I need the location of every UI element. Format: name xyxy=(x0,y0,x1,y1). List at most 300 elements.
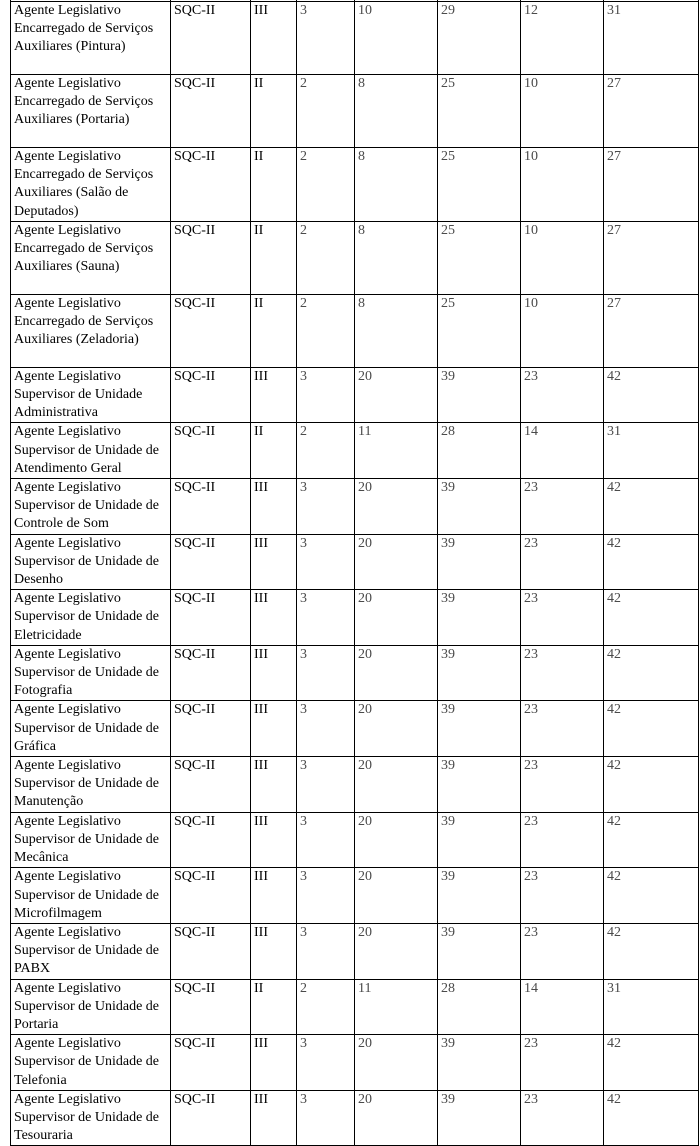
cell-text: 42 xyxy=(607,646,621,662)
cell-referencia-final xyxy=(438,590,521,646)
cell-grau xyxy=(297,868,355,924)
cell-grau xyxy=(297,367,355,423)
cell-referencia-final xyxy=(438,294,521,367)
cell-text: 39 xyxy=(441,480,455,496)
cell-nivel-inicial xyxy=(521,75,604,148)
cell-cargo xyxy=(11,534,171,590)
cell-text: III xyxy=(254,646,268,662)
cell-text: II xyxy=(254,76,264,91)
cell-text: Agente Legislativo Supervisor de Unidade de Portaria xyxy=(14,980,160,1032)
cell-text: 23 xyxy=(524,813,538,829)
cell-text: 11 xyxy=(358,424,372,440)
cell-text: 27 xyxy=(607,76,621,91)
cell-text: III xyxy=(254,869,268,885)
cell-nivel-final xyxy=(604,868,699,924)
cell-text: 25 xyxy=(441,295,455,311)
cell-text: Agente Legislativo Supervisor de Unidade de Eletricidade xyxy=(14,591,160,643)
cell-text: 42 xyxy=(607,758,621,774)
cell-text: III xyxy=(254,702,268,718)
cell-text: 14 xyxy=(524,980,538,996)
cell-grau xyxy=(297,645,355,701)
cell-text: II xyxy=(254,222,264,238)
cell-quadro xyxy=(171,1090,251,1146)
cell-text: 20 xyxy=(358,646,372,662)
cell-text: 20 xyxy=(358,535,372,551)
cell-text: 27 xyxy=(607,149,621,164)
cell-text: Agente Legislativo Encarregado de Serviços Auxiliares (Pintura) xyxy=(14,3,154,55)
cell-cargo xyxy=(11,812,171,868)
cell-quadro xyxy=(171,701,251,757)
cell-referencia-inicial xyxy=(355,757,438,813)
cell-tabela xyxy=(251,590,297,646)
cell-text: SQC-II xyxy=(174,924,216,940)
cell-text: Agente Legislativo Encarregado de Serviços Auxiliares (Zeladoria) xyxy=(14,295,154,348)
cell-text: 39 xyxy=(441,368,455,384)
cell-referencia-inicial xyxy=(355,2,438,75)
cell-text: 2 xyxy=(300,149,307,164)
table-row xyxy=(11,979,699,1035)
cell-tabela xyxy=(251,479,297,535)
cell-referencia-inicial xyxy=(355,534,438,590)
cell-grau xyxy=(297,479,355,535)
cell-text: 23 xyxy=(524,480,538,496)
cell-text: 20 xyxy=(358,368,372,384)
cell-text: 42 xyxy=(607,591,621,607)
cell-quadro xyxy=(171,590,251,646)
cell-cargo xyxy=(11,479,171,535)
cell-text: 3 xyxy=(300,1091,307,1107)
cell-text: 39 xyxy=(441,646,455,662)
cell-quadro xyxy=(171,979,251,1035)
cell-tabela xyxy=(251,534,297,590)
cell-text: 23 xyxy=(524,702,538,718)
cell-grau xyxy=(297,701,355,757)
cell-referencia-final xyxy=(438,2,521,75)
cell-text: Agente Legislativo Supervisor de Unidade de Gráfica xyxy=(14,702,160,754)
cell-text: 10 xyxy=(524,149,538,164)
cell-grau xyxy=(297,1035,355,1091)
cell-text: 14 xyxy=(524,424,538,440)
cell-cargo xyxy=(11,701,171,757)
cell-text: III xyxy=(254,1036,268,1052)
cell-text: 39 xyxy=(441,869,455,885)
cell-text: 8 xyxy=(358,222,365,238)
cell-cargo xyxy=(11,757,171,813)
cell-text: SQC-II xyxy=(174,480,216,496)
cell-text: II xyxy=(254,980,264,996)
cell-grau xyxy=(297,2,355,75)
cell-text: 2 xyxy=(300,424,307,440)
cell-text: III xyxy=(254,591,268,607)
cell-text: 31 xyxy=(607,3,621,18)
cell-text: 39 xyxy=(441,1036,455,1052)
cell-text: 23 xyxy=(524,869,538,885)
cell-grau xyxy=(297,757,355,813)
cell-text: 20 xyxy=(358,924,372,940)
cell-grau xyxy=(297,423,355,479)
cell-tabela xyxy=(251,148,297,222)
cell-text: III xyxy=(254,535,268,551)
cell-quadro xyxy=(171,812,251,868)
cell-text: 42 xyxy=(607,535,621,551)
cell-nivel-final xyxy=(604,1035,699,1091)
cell-tabela xyxy=(251,367,297,423)
cell-quadro xyxy=(171,2,251,75)
cell-nivel-final xyxy=(604,148,699,222)
cell-referencia-inicial xyxy=(355,868,438,924)
cell-text: SQC-II xyxy=(174,295,216,311)
cell-nivel-inicial xyxy=(521,479,604,535)
cell-quadro xyxy=(171,75,251,148)
cell-grau xyxy=(297,590,355,646)
cell-text: SQC-II xyxy=(174,758,216,774)
cell-text: SQC-II xyxy=(174,869,216,885)
cell-referencia-inicial xyxy=(355,294,438,367)
cell-referencia-inicial xyxy=(355,1090,438,1146)
cell-text: 39 xyxy=(441,924,455,940)
cell-text: 8 xyxy=(358,149,365,164)
cell-referencia-final xyxy=(438,367,521,423)
cell-quadro xyxy=(171,423,251,479)
cell-text: III xyxy=(254,813,268,829)
cell-grau xyxy=(297,812,355,868)
cell-text: 3 xyxy=(300,1036,307,1052)
cell-nivel-final xyxy=(604,75,699,148)
cell-cargo xyxy=(11,645,171,701)
cell-referencia-final xyxy=(438,923,521,979)
cell-text: III xyxy=(254,924,268,940)
cell-quadro xyxy=(171,479,251,535)
cell-cargo xyxy=(11,868,171,924)
table-row xyxy=(11,479,699,535)
cell-text: 42 xyxy=(607,1091,621,1107)
cell-text: Agente Legislativo Supervisor de Unidade de Atendimento Geral xyxy=(14,424,160,476)
cell-nivel-inicial xyxy=(521,294,604,367)
cell-text: 39 xyxy=(441,813,455,829)
table-row xyxy=(11,645,699,701)
cell-nivel-inicial xyxy=(521,367,604,423)
cell-text: 3 xyxy=(300,535,307,551)
cell-text: 10 xyxy=(358,3,372,18)
cell-text: 3 xyxy=(300,702,307,718)
cell-text: Agente Legislativo Supervisor de Unidade de Manutenção xyxy=(14,758,160,810)
cell-nivel-final xyxy=(604,757,699,813)
cell-nivel-final xyxy=(604,221,699,294)
cell-cargo xyxy=(11,590,171,646)
cell-text: III xyxy=(254,3,268,18)
cell-text: 23 xyxy=(524,758,538,774)
cell-tabela xyxy=(251,757,297,813)
table-row xyxy=(11,1035,699,1091)
cell-nivel-inicial xyxy=(521,1090,604,1146)
cell-text: II xyxy=(254,295,264,311)
cell-nivel-final xyxy=(604,590,699,646)
cell-cargo xyxy=(11,2,171,75)
cell-nivel-inicial xyxy=(521,923,604,979)
table-row xyxy=(11,367,699,423)
cell-text: 25 xyxy=(441,222,455,238)
cell-nivel-inicial xyxy=(521,645,604,701)
table-body xyxy=(11,0,699,1146)
cell-nivel-final xyxy=(604,645,699,701)
cell-quadro xyxy=(171,1035,251,1091)
cell-text: Agente Legislativo Supervisor de Unidade de Desenho xyxy=(14,535,160,588)
cell-quadro xyxy=(171,645,251,701)
cell-nivel-final xyxy=(604,479,699,535)
cell-nivel-inicial xyxy=(521,221,604,294)
cell-grau xyxy=(297,1090,355,1146)
cell-nivel-final xyxy=(604,294,699,367)
cell-text: SQC-II xyxy=(174,535,216,551)
cell-text: SQC-II xyxy=(174,222,216,238)
cell-cargo xyxy=(11,1090,171,1146)
cell-text: SQC-II xyxy=(174,424,216,440)
cell-quadro xyxy=(171,148,251,222)
cell-text: SQC-II xyxy=(174,368,216,384)
table-row xyxy=(11,590,699,646)
cell-quadro xyxy=(171,923,251,979)
cell-nivel-final xyxy=(604,1090,699,1146)
cell-referencia-final xyxy=(438,75,521,148)
cell-nivel-inicial xyxy=(521,979,604,1035)
cell-text: 3 xyxy=(300,813,307,829)
cell-text: 23 xyxy=(524,646,538,662)
table-row xyxy=(11,148,699,222)
cell-text: 8 xyxy=(358,295,365,311)
cell-tabela xyxy=(251,1090,297,1146)
cell-referencia-inicial xyxy=(355,645,438,701)
cell-quadro xyxy=(171,221,251,294)
cell-text: 20 xyxy=(358,869,372,885)
cell-text: 23 xyxy=(524,591,538,607)
cell-cargo xyxy=(11,75,171,148)
cell-tabela xyxy=(251,2,297,75)
table-row xyxy=(11,294,699,367)
cell-tabela xyxy=(251,221,297,294)
cell-referencia-final xyxy=(438,1090,521,1146)
cell-grau xyxy=(297,75,355,148)
cell-text: Agente Legislativo Encarregado de Serviços Auxiliares (Salão de Deputados) xyxy=(14,149,154,219)
cell-text: 2 xyxy=(300,222,307,238)
cell-text: Agente Legislativo Supervisor de Unidade de Fotografia xyxy=(14,646,160,699)
cell-text: 39 xyxy=(441,1091,455,1107)
table-row xyxy=(11,701,699,757)
cell-text: SQC-II xyxy=(174,3,216,18)
cargos-table xyxy=(10,0,699,1146)
cell-text: SQC-II xyxy=(174,591,216,607)
cell-nivel-final xyxy=(604,534,699,590)
cell-text: SQC-II xyxy=(174,76,216,91)
table-row xyxy=(11,812,699,868)
cell-text: 42 xyxy=(607,480,621,496)
cell-text: Agente Legislativo Supervisor de Unidade de PABX xyxy=(14,924,160,977)
cell-text: 42 xyxy=(607,368,621,384)
cell-text: 29 xyxy=(441,3,455,18)
cell-text: 12 xyxy=(524,3,538,18)
cell-nivel-inicial xyxy=(521,812,604,868)
cell-text: 20 xyxy=(358,480,372,496)
document-page xyxy=(10,0,699,1146)
cell-text: 42 xyxy=(607,702,621,718)
cell-text: 27 xyxy=(607,295,621,311)
cell-nivel-inicial xyxy=(521,868,604,924)
cell-text: 28 xyxy=(441,424,455,440)
cell-text: 23 xyxy=(524,1091,538,1107)
cell-quadro xyxy=(171,534,251,590)
cell-text: 2 xyxy=(300,295,307,311)
cell-nivel-final xyxy=(604,2,699,75)
cell-referencia-inicial xyxy=(355,75,438,148)
cell-referencia-inicial xyxy=(355,221,438,294)
cell-quadro xyxy=(171,294,251,367)
cell-nivel-inicial xyxy=(521,423,604,479)
cell-text: 3 xyxy=(300,869,307,885)
cell-text: Agente Legislativo Supervisor de Unidade Administrativa xyxy=(14,368,143,421)
cell-cargo xyxy=(11,294,171,367)
cell-text: 2 xyxy=(300,76,307,91)
cell-text: 10 xyxy=(524,222,538,238)
cell-referencia-inicial xyxy=(355,701,438,757)
table-row xyxy=(11,75,699,148)
cell-text: 20 xyxy=(358,591,372,607)
cell-text: Agente Legislativo Supervisor de Unidade de Microfilmagem xyxy=(14,869,160,921)
cell-text: 10 xyxy=(524,295,538,311)
cell-text: 3 xyxy=(300,646,307,662)
cell-nivel-final xyxy=(604,367,699,423)
table-row xyxy=(11,221,699,294)
cell-text: III xyxy=(254,368,268,384)
cell-text: 10 xyxy=(524,76,538,91)
cell-text: 8 xyxy=(358,76,365,91)
cell-text: 20 xyxy=(358,758,372,774)
cell-text: III xyxy=(254,1091,268,1107)
cell-text: 42 xyxy=(607,869,621,885)
cell-text: Agente Legislativo Encarregado de Serviços Auxiliares (Portaria) xyxy=(14,76,154,128)
cell-quadro xyxy=(171,367,251,423)
cell-text: 31 xyxy=(607,424,621,440)
cell-referencia-inicial xyxy=(355,979,438,1035)
cell-text: Agente Legislativo Supervisor de Unidade de Tesouraria xyxy=(14,1091,160,1144)
cell-referencia-final xyxy=(438,701,521,757)
cell-text: SQC-II xyxy=(174,813,216,829)
cell-text: SQC-II xyxy=(174,1091,216,1107)
cell-cargo xyxy=(11,221,171,294)
cell-referencia-final xyxy=(438,979,521,1035)
cell-text: Agente Legislativo Supervisor de Unidade de Mecânica xyxy=(14,813,160,866)
table-row xyxy=(11,2,699,75)
cell-tabela xyxy=(251,645,297,701)
cell-referencia-inicial xyxy=(355,367,438,423)
cell-text: 39 xyxy=(441,702,455,718)
cell-nivel-final xyxy=(604,979,699,1035)
cell-nivel-inicial xyxy=(521,701,604,757)
cell-grau xyxy=(297,923,355,979)
cell-nivel-inicial xyxy=(521,148,604,222)
cell-text: II xyxy=(254,424,264,440)
cell-text: III xyxy=(254,758,268,774)
cell-text: 39 xyxy=(441,591,455,607)
cell-text: 20 xyxy=(358,813,372,829)
cell-tabela xyxy=(251,294,297,367)
cell-nivel-inicial xyxy=(521,757,604,813)
cell-cargo xyxy=(11,1035,171,1091)
cell-referencia-final xyxy=(438,479,521,535)
cell-text: 3 xyxy=(300,3,307,18)
cell-text: 3 xyxy=(300,591,307,607)
cell-cargo xyxy=(11,148,171,222)
cell-referencia-final xyxy=(438,868,521,924)
cell-text: Agente Legislativo Encarregado de Serviços Auxiliares (Sauna) xyxy=(14,222,154,275)
cell-cargo xyxy=(11,367,171,423)
cell-referencia-final xyxy=(438,1035,521,1091)
cell-tabela xyxy=(251,1035,297,1091)
cell-nivel-final xyxy=(604,423,699,479)
cell-referencia-final xyxy=(438,757,521,813)
cell-referencia-final xyxy=(438,812,521,868)
cell-grau xyxy=(297,294,355,367)
cell-tabela xyxy=(251,701,297,757)
cell-tabela xyxy=(251,868,297,924)
cell-nivel-final xyxy=(604,812,699,868)
cell-referencia-final xyxy=(438,534,521,590)
cell-referencia-inicial xyxy=(355,812,438,868)
cell-tabela xyxy=(251,423,297,479)
cell-tabela xyxy=(251,812,297,868)
cell-text: Agente Legislativo Supervisor de Unidade de Telefonia xyxy=(14,1036,160,1088)
cell-referencia-inicial xyxy=(355,148,438,222)
cell-referencia-inicial xyxy=(355,1035,438,1091)
cell-text: 27 xyxy=(607,222,621,238)
cell-referencia-final xyxy=(438,645,521,701)
cell-grau xyxy=(297,534,355,590)
table-row xyxy=(11,534,699,590)
cell-referencia-final xyxy=(438,423,521,479)
cell-text: 25 xyxy=(441,149,455,164)
cell-text: 23 xyxy=(524,368,538,384)
cell-nivel-final xyxy=(604,923,699,979)
cell-text: SQC-II xyxy=(174,702,216,718)
cell-text: 20 xyxy=(358,1036,372,1052)
cell-text: 11 xyxy=(358,980,372,996)
cell-text: SQC-II xyxy=(174,1036,216,1052)
cell-text: 42 xyxy=(607,813,621,829)
cell-referencia-inicial xyxy=(355,479,438,535)
cell-text: 23 xyxy=(524,535,538,551)
cell-text: III xyxy=(254,480,268,496)
table-row xyxy=(11,423,699,479)
cell-text: 3 xyxy=(300,368,307,384)
table-row xyxy=(11,757,699,813)
cell-nivel-inicial xyxy=(521,590,604,646)
cell-referencia-final xyxy=(438,148,521,222)
cell-text: 3 xyxy=(300,480,307,496)
cell-text: 3 xyxy=(300,758,307,774)
table-row xyxy=(11,1090,699,1146)
cell-nivel-final xyxy=(604,701,699,757)
cell-text: Agente Legislativo Supervisor de Unidade de Controle de Som xyxy=(14,480,160,532)
cell-text xyxy=(14,0,168,1)
cell-cargo xyxy=(11,923,171,979)
cell-grau xyxy=(297,148,355,222)
cell-cargo xyxy=(11,979,171,1035)
cell-text: 2 xyxy=(300,980,307,996)
cell-text: 42 xyxy=(607,1036,621,1052)
cell-text: 39 xyxy=(441,535,455,551)
cell-text: SQC-II xyxy=(174,149,216,164)
cell-referencia-inicial xyxy=(355,923,438,979)
cell-text: 23 xyxy=(524,1036,538,1052)
cell-text: II xyxy=(254,149,264,164)
